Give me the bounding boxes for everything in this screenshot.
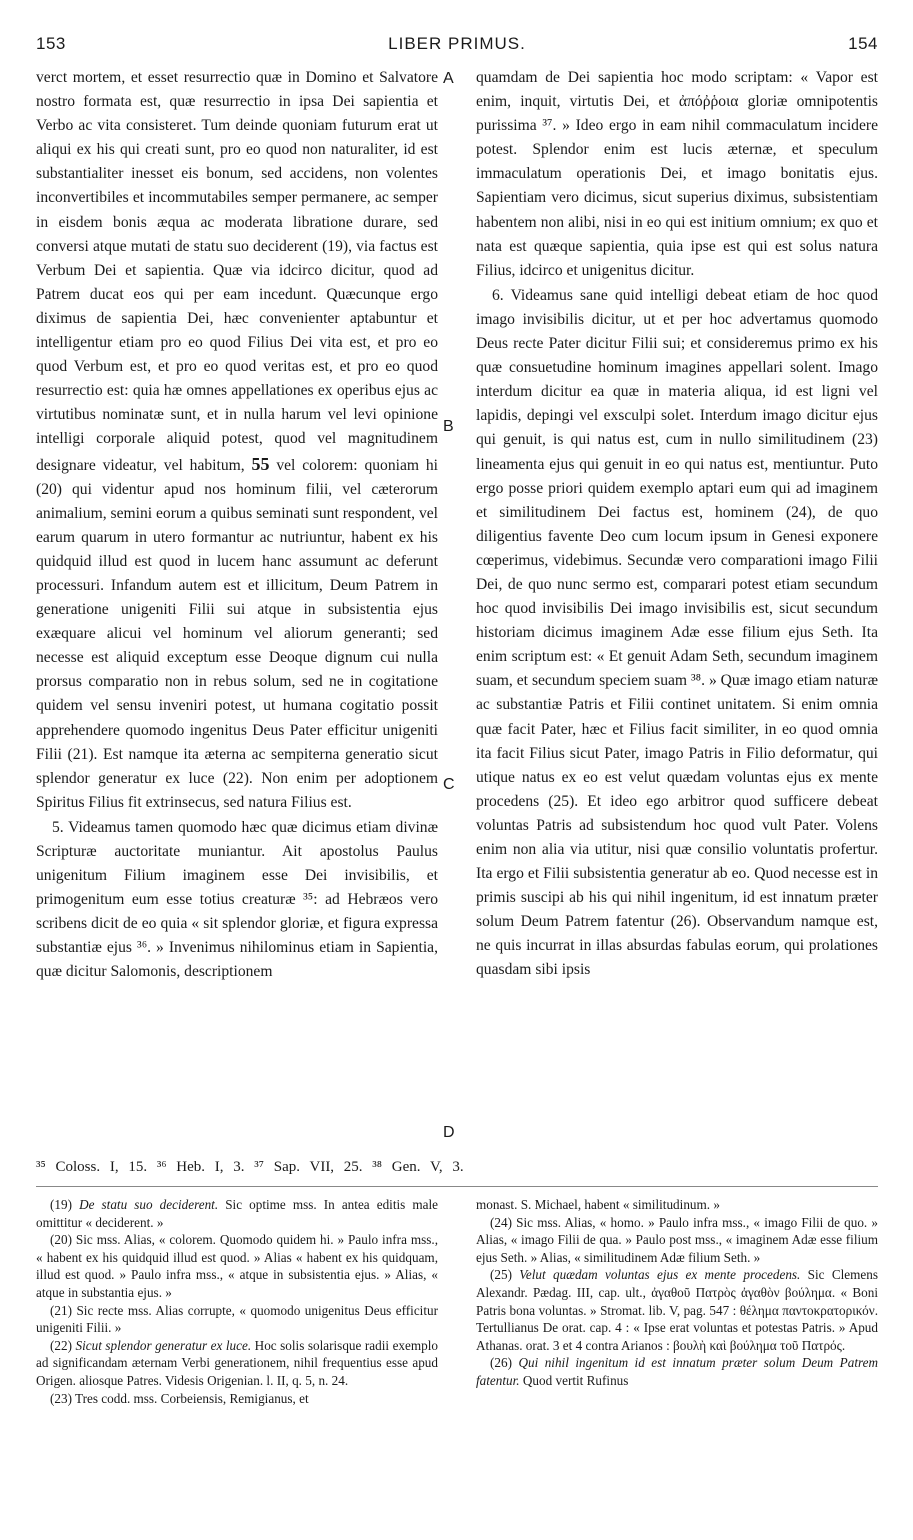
note-lead: (23) (50, 1390, 72, 1406)
note-text: Sic mss. Alias, « homo. » Paulo infra mss., « imago Filii de quo. » Alias, « imago Filii de qua. » Paulo post mss., « imaginem Adæ esse filium ejus Seth. » Alias, « similitudinem Adæ filium Seth. » (476, 1214, 878, 1265)
note-text: Sic Clemens Alexandr. Pædag. III, cap. ult., ἀγαθοῦ Πατρὸς ἀγαθὸν βούλημα. « Boni Patris bona voluntas. » Stromat. lib. V, pag. 547 : θέλημα παντοκρατορικόν. Tertullianus De orat. cap. 4 : « Ipse erat voluntas et potestas Patris. » Apud Athanas. orat. 3 et 4 contra Arianos : βουλὴ καὶ βούλημα τοῦ Πατρός. (476, 1267, 878, 1353)
note-19 (36, 1196, 438, 1231)
note-lead: (22) (50, 1337, 72, 1353)
notes-right-column (476, 1196, 878, 1532)
notes-left-column (36, 1196, 438, 1532)
running-head-title: LIBER PRIMUS. (388, 34, 526, 53)
note-24 (476, 1214, 878, 1267)
note-23-continued (476, 1196, 878, 1214)
note-20 (36, 1231, 438, 1301)
right-paragraph-2: 6. Videamus sane quid intelligi debeat etiam de hoc quod imago invisibilis dicitur, ut et per hoc advertamus quomodo Deus recte Pater dicitur Filii sui; et consideremus primo ex his quæ consuetudine hominum imagines appellari solent. Imago interdum dicitur ea quæ in materia aliqua, id est ligni vel lapidis, depingi vel exsculpi solet. Interdum imago dicitur ejus qui genuit, is qui natus est, cum in nullo similitudinem (23) lineamenta ejus qui genuit in eo qui natus est, mentiuntur. Puto ergo posse priori quidem exemplo aptari eum qui ad imaginem et similitudinem Dei factus est, hominem (24), de quo diligentius favente Deo cum locum ipsum in Genesi exponere cœperimus, videbimus. Secundæ vero comparationi imago Filii Dei, de quo nunc sermo est, comparari potest etiam secundum hoc quod invisibilis Dei imago invisibilis est, sicut secundum historiam dicimus imaginem Adæ esse filium ejus Seth. Ita enim scriptum est: « Et genuit Adam Seth, secundum imaginem suam, et secundum speciem suam ³⁸. » Quæ imago etiam naturæ ac substantiæ Patris et Filii continet unitatem. Si enim omnia quæ facit Pater, hæc et Filius facit similiter, in eo quod omnia ita facit Filius sicut Pater, imago Patris in Filio deformatur, qui utique natus ex eo est velut quædam voluntas ejus ex mente procedens (25). Et ideo ego arbitror quod sufficere debeat voluntas Patris ad subsistendum hoc quod vult Pater. Volens enim non alia via utitur, nisi quæ consilio voluntatis profertur. Ita ergo et Filii subsistentia generatur ab eo. Quod necesse est in primis suscipi ab his qui nihil ingenitum, id est innatum præter solum Deum Patrem fatentur (26). Observandum namque est, ne quis incurrat in illas absurdas fabulas eorum, qui prolationes quasdam sibi ipsis (476, 286, 878, 979)
margin-letter-d: D (443, 1124, 455, 1141)
note-lead: (19) (50, 1197, 72, 1212)
note-lead: (21) (50, 1302, 72, 1318)
right-text-column (476, 66, 878, 1154)
note-lead: (24) (490, 1214, 512, 1230)
note-text: Hoc solis solarisque radii exemplo ad significandam æternam Verbi generationem, nihil frequentius esse apud Origen. aliosque Patres. Videsis Origenian. l. II, q. 5, n. 24. (36, 1337, 438, 1388)
margin-letter-c: C (443, 776, 455, 793)
right-paragraph-1: quamdam de Dei sapientia hoc modo scriptam: « Vapor est enim, inquit, virtutis Dei, et ἀπόῤῥοια gloriæ omnipotentis purissima ³⁷. » Ideo ergo in eam nihil commaculatum incidere potest. Splendor enim est lucis æternæ, et speculum immaculatum operationis Dei, et imago bonitatis ejus. Sapientiam vero dicimus, sicut superius diximus, subsistentiam habentem non alibi, nisi in eo qui est initium omnium; ex quo et nata est quæque sapientia, quia ipse est qui est solus natura Filius, idcirco et unigenitus dicitur. (476, 69, 878, 279)
note-lead: (25) (490, 1267, 512, 1283)
left-paragraph-1-text: verct mortem, et esset resurrectio quæ in Domino et Salvatore nostro formata est, quæ resurrectio in ipsa Dei sapientia et Verbo ac vita consisteret. Tum deinde quoniam futurum erat ut aliqui ex his qui creati sunt, pro eo quod non naturaliter, id est substantialiter inesset eis bonum, sed accidens, non volentes inconvertibiles et incommutabiles semper permanere, ac semper in eisdem bonis æqua ac moderata libratione durare, sed conversi atque mutati de statu suo deciderent (19), via factus est Verbum Dei et sapientia. Quæ via idcirco dicitur, quod ad Patrem ducat eos qui per eam incedunt. Quæcunque ergo diximus de sapientia Dei, hæc convenienter aptabuntur et intelligentur etiam pro eo quod Filius Dei vita est, et pro eo quod Verbum est, et pro eo quod veritas est, et pro eo quod resurrectio est: quia hæ omnes appellationes ex operibus ejus ac virtutibus nominatæ sunt, et in nulla harum vel levi opinione intelligi corporale aliquid potest, quod vel magnitudinem designare videatur, vel habitum, (36, 69, 438, 474)
note-italic: Velut quædam voluntas ejus ex mente procedens. (519, 1267, 801, 1283)
note-text: Sic mss. Alias, « colorem. Quomodo quidem hi. » Paulo infra mss., « habent ex his quidquid illud est quod. » Alias « habent ex his quidquam, illud est quod. » Paulo infra mss., « atque in subsistentia ejus. » Alias, « atque in substantia ejus. » (36, 1232, 438, 1300)
note-22 (36, 1337, 438, 1390)
note-text: Sic recte mss. Alias corrupte, « quomodo unigenitus Deus efficitur unigeniti Filii. » (36, 1302, 438, 1336)
note-26 (476, 1354, 878, 1389)
note-text: Quod vertit Rufinus (519, 1372, 629, 1388)
note-italic: De statu suo deciderent. (79, 1197, 219, 1212)
column-number: 55 (251, 453, 270, 474)
note-text: Sic optime mss. In antea editis male omittitur « deciderent. » (36, 1197, 438, 1230)
notes-divider (36, 1186, 878, 1187)
note-italic: Qui nihil ingenitum id est innatum præter solum Deum Patrem fatentur. (476, 1355, 878, 1388)
left-paragraph-2: 5. Videamus tamen quomodo hæc quæ dicimus etiam divinæ Scripturæ auctoritate muniantur. Ait apostolus Paulus unigenitum Filium imaginem esse Dei invisibilis, et primogenitum eum esse totius creaturæ ³⁵: ad Hebræos vero scribens dicit de eo quia « sit splendor gloriæ, et figura expressa substantiæ ejus ³⁶. » Invenimus nihilominus etiam in Sapientia, quæ dicitur Salomonis, descriptionem (36, 818, 438, 981)
note-21 (36, 1302, 438, 1337)
scripture-references: ³⁵ Coloss. I, 15. ³⁶ Heb. I, 3. ³⁷ Sap. VII, 25. ³⁸ Gen. V, 3. (36, 1159, 464, 1175)
left-paragraph-1 (36, 66, 438, 815)
page-number-left: 153 (36, 34, 66, 53)
note-italic: Sicut splendor generatur ex luce. (75, 1337, 252, 1353)
note-lead: (20) (50, 1232, 72, 1248)
note-text: monast. S. Michael, habent « similitudinum. » (476, 1197, 720, 1212)
left-paragraph-1-continued: vel colorem: quoniam hi (20) qui videntur apud nos hominum filii, vel cæterorum animalium, semini eorum a quibus seminati sunt respondent, vel earum quarum in utero formantur ac nutriuntur, habent ex his quidquid illud est quod in lucem hanc assumunt ac deferunt processuri. Infandum autem est et illicitum, Deum Patrem in generatione unigeniti Filii sui atque in subsistentia ejus exæquare alicui vel hominum vel aliorum generanti; sed necesse est aliquid exceptum esse Deoque dignum cui nulla prorsus comparatio non in rebus solum, sed ne in cogitatione quidem vel sensu inveniri potest, ut humana cogitatio possit apprehendere quomodo ingenitus Deus Pater efficitur unigeniti Filii (21). Est namque ita æterna ac sempiterna generatio sicut splendor generatur ex luce (22). Non enim per adoptionem Spiritus Filius fit extrinsecus, sed natura Filius est. (36, 456, 438, 811)
running-header (36, 34, 878, 58)
page-number-right: 154 (848, 34, 878, 53)
note-23 (36, 1390, 438, 1408)
note-25 (476, 1266, 878, 1354)
note-text: Tres codd. mss. Corbeiensis, Remigianus, et (71, 1390, 309, 1406)
note-lead: (26) (490, 1355, 512, 1371)
margin-letter-a: A (443, 70, 454, 87)
left-text-column (36, 66, 438, 1154)
margin-letter-b: B (443, 418, 454, 435)
